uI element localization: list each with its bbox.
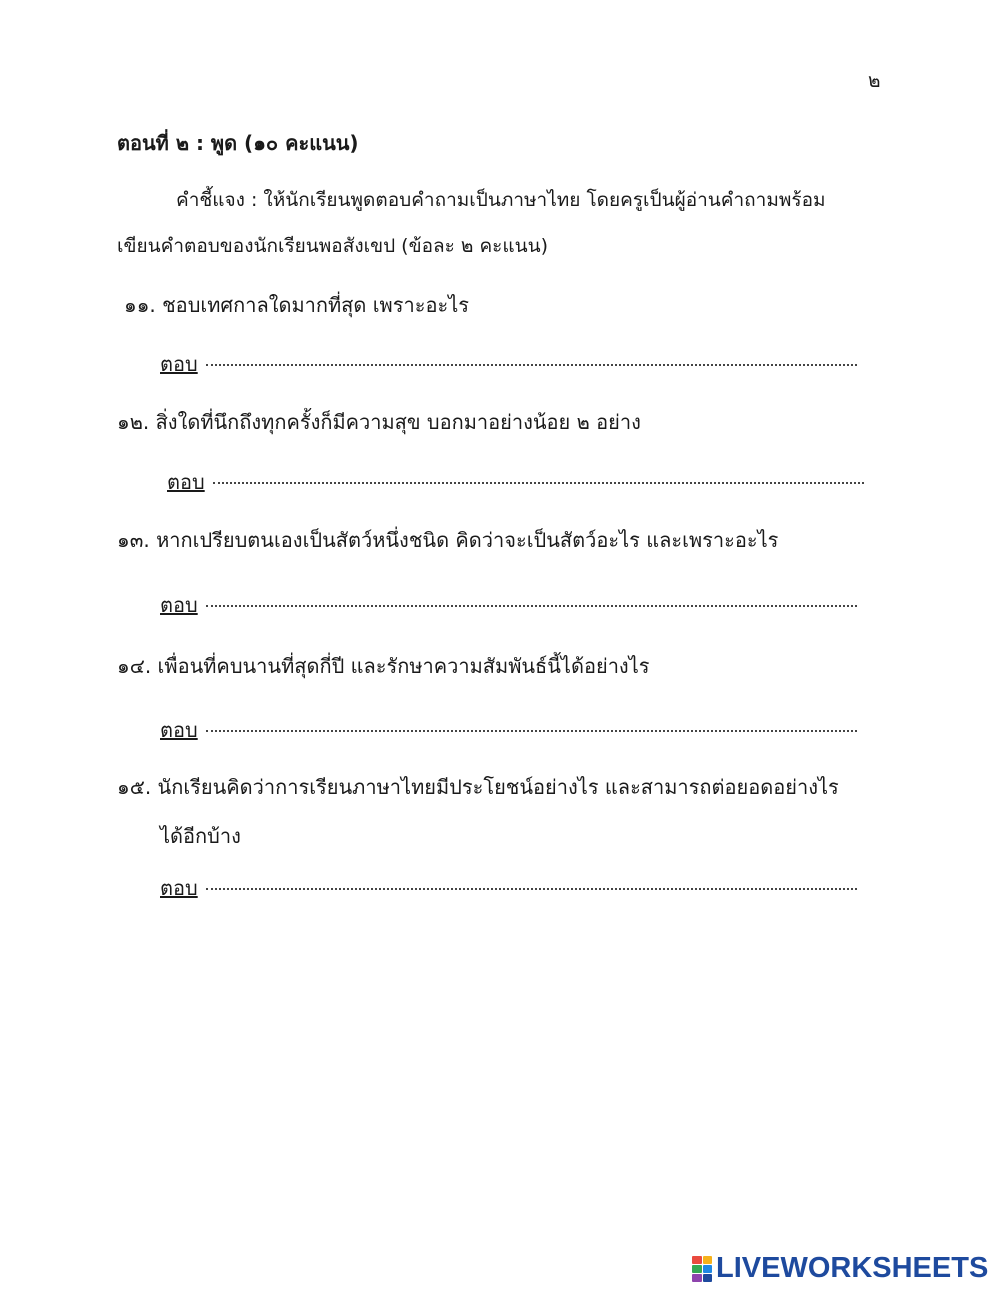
- answer-label: ตอบ: [160, 593, 198, 617]
- question-15: ๑๕. นักเรียนคิดว่าการเรียนภาษาไทยมีประโยชน์อย่างไร และสามารถต่อยอดอย่างไร: [117, 775, 839, 799]
- answer-label: ตอบ: [160, 352, 198, 376]
- answer-row-13: [160, 589, 857, 621]
- liveworksheets-icon: [692, 1256, 712, 1282]
- instruction-line-1: คำชี้แจง : ให้นักเรียนพูดตอบคำถามเป็นภาษาไทย โดยครูเป็นผู้อ่านคำถามพร้อม: [176, 189, 826, 211]
- question-13: ๑๓. หากเปรียบตนเองเป็นสัตว์หนึ่งชนิด คิดว่าจะเป็นสัตว์อะไร และเพราะอะไร: [117, 528, 779, 552]
- answer-field-13[interactable]: [206, 605, 857, 607]
- answer-label: ตอบ: [167, 470, 205, 494]
- answer-field-12[interactable]: [213, 482, 864, 484]
- answer-field-11[interactable]: [206, 364, 857, 366]
- question-11: ๑๑. ชอบเทศกาลใดมากที่สุด เพราะอะไร: [124, 293, 469, 317]
- answer-row-12: [167, 466, 864, 498]
- brand-name: LIVEWORKSHEETS: [716, 1252, 989, 1284]
- section-title: ตอนที่ ๒ : พูด (๑๐ คะแนน): [117, 131, 359, 155]
- question-15-continued: ได้อีกบ้าง: [160, 824, 241, 848]
- question-12: ๑๒. สิ่งใดที่นึกถึงทุกครั้งก็มีความสุข บอกมาอย่างน้อย ๒ อย่าง: [117, 410, 641, 434]
- question-14: ๑๔. เพื่อนที่คบนานที่สุดกี่ปี และรักษาความสัมพันธ์นี้ได้อย่างไร: [117, 654, 650, 678]
- answer-row-14: [160, 714, 857, 746]
- answer-row-15: [160, 872, 857, 904]
- answer-field-14[interactable]: [206, 730, 857, 732]
- answer-row-11: [160, 348, 857, 380]
- answer-label: ตอบ: [160, 876, 198, 900]
- page-number: ๒: [868, 70, 881, 92]
- instruction-line-2: เขียนคำตอบของนักเรียนพอสังเขป (ข้อละ ๒ คะแนน): [117, 235, 548, 257]
- answer-label: ตอบ: [160, 718, 198, 742]
- answer-field-15[interactable]: [206, 888, 857, 890]
- liveworksheets-logo: [692, 1252, 988, 1285]
